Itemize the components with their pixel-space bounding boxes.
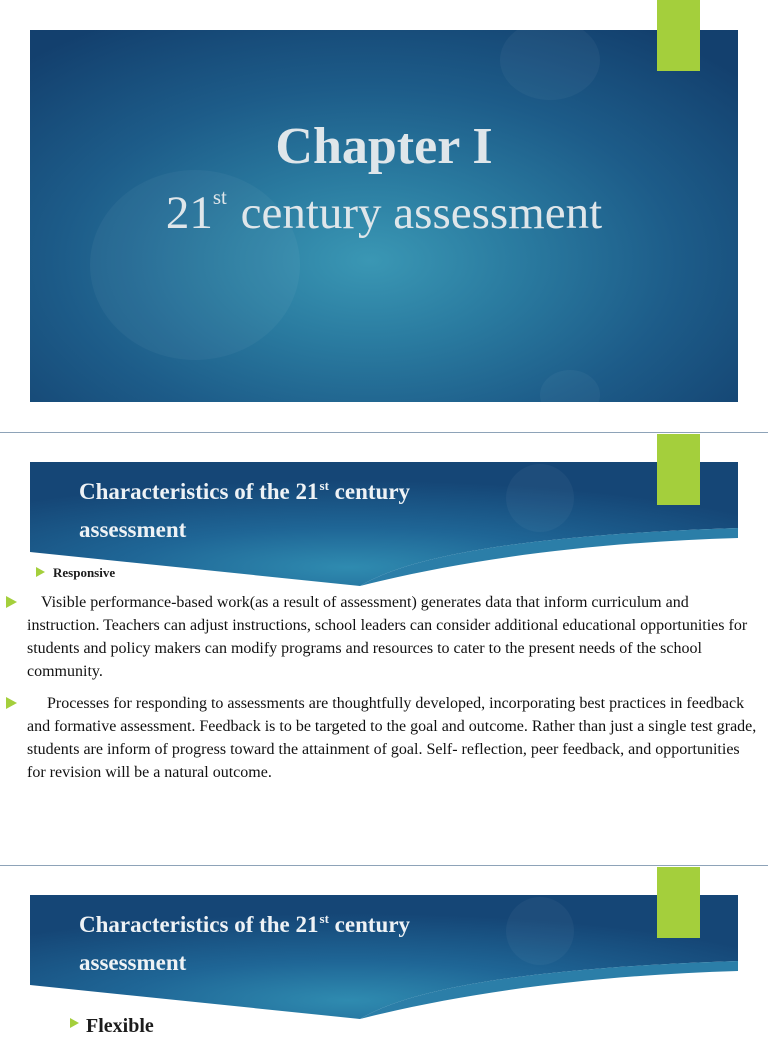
content-slide-responsive [0, 434, 768, 865]
subtitle-ordinal: st [212, 185, 227, 209]
heading-suffix: century [328, 912, 411, 937]
heading-line2: assessment [79, 517, 187, 542]
decorative-bubble [540, 370, 600, 420]
bullet-arrow-icon [36, 567, 45, 577]
green-accent-bar [657, 867, 700, 938]
decorative-bubble [500, 20, 600, 100]
heading-ordinal: st [319, 478, 329, 493]
green-accent-bar [657, 434, 700, 505]
slide-divider [0, 432, 768, 433]
subtitle-number: 21 [165, 187, 213, 239]
slide-divider [0, 865, 768, 866]
paragraph: Visible performance-based work(as a result of assessment) generates data that inform curriculum and instruction. Teachers can adjust instructions, school leaders can consider additional educational opportunities for students and policy makers can modify programs and resources to cater to the present needs of the school community. [27, 594, 748, 680]
heading-ordinal: st [319, 911, 329, 926]
bullet-arrow-icon [6, 697, 17, 709]
bullet-arrow-icon [6, 596, 17, 608]
slide-heading [79, 907, 539, 980]
heading-prefix: Characteristics of the 21 [79, 912, 319, 937]
bullet-arrow-icon [70, 1018, 79, 1028]
slide-subtitle [0, 186, 768, 240]
subtitle-text: century assessment [228, 187, 603, 239]
heading-line2: assessment [79, 950, 187, 975]
sub-heading: Responsive [53, 565, 116, 580]
paragraph: Processes for responding to assessments are thoughtfully developed, incorporating best practices in feedback and formative assessment. Feedback is to be targeted to the goal and outcome. Rather than just a single test grade, students are inform of progress toward the attainment of goal. Self- reflection, peer feedback, and opportunities for revision will be a natural outcome. [27, 695, 757, 781]
sub-heading: Flexible [86, 1015, 154, 1037]
slide-title: Chapter I [275, 118, 493, 175]
content-slide-flexible [0, 867, 768, 1037]
heading-prefix: Characteristics of the 21 [79, 479, 319, 504]
title-slide [0, 0, 768, 432]
slide-heading [79, 474, 539, 547]
green-accent-bar [657, 0, 700, 71]
heading-suffix: century [328, 479, 411, 504]
